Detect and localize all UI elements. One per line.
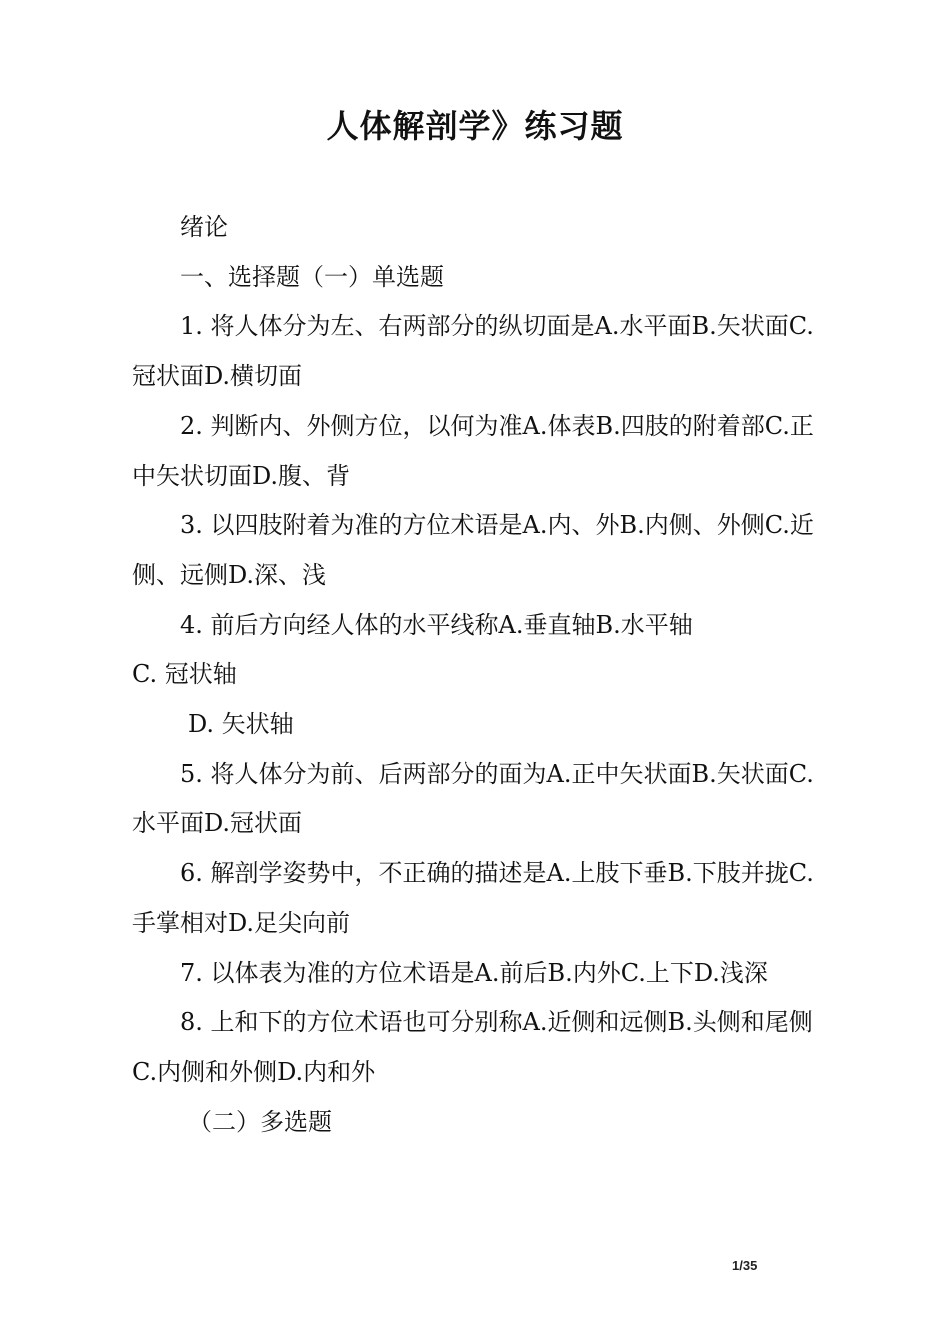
question-2: 2. 判断内、外侧方位，以何为准A.体表B.四肢的附着部C.正中矢状切面D.腹、背 — [132, 411, 814, 490]
question-type-subheading: （二）多选题 — [188, 1107, 332, 1136]
document-body — [132, 203, 822, 1147]
question-7: 7. 以体表为准的方位术语是A.前后B.内外C.上下D.浅深 — [180, 958, 768, 987]
question-8: 8. 上和下的方位术语也可分别称A.近侧和远侧B.头侧和尾侧C.内侧和外侧D.内和外 — [132, 1008, 813, 1086]
question-4: 4. 前后方向经人体的水平线称A.垂直轴B.水平轴 — [180, 610, 693, 639]
question-5: 5. 将人体分为前、后两部分的面为A.正中矢状面B.矢状面C.水平面D.冠状面 — [132, 759, 814, 838]
page-number: 1/35 — [732, 1258, 758, 1273]
question-1: 1. 将人体分为左、右两部分的纵切面是A.水平面B.矢状面C.冠状面D.横切面 — [132, 312, 814, 391]
section-title: 绪论 — [180, 213, 228, 241]
question-type-heading: 一、选择题（一）单选题 — [180, 262, 444, 291]
question-6: 6. 解剖学姿势中，不正确的描述是A.上肢下垂B.下肢并拢C.手掌相对D.足尖向前 — [132, 859, 814, 937]
document-title: 人体解剖学》练习题 — [326, 107, 624, 145]
question-3: 3. 以四肢附着为准的方位术语是A.内、外B.内侧、外侧C.近侧、远侧D.深、浅 — [132, 511, 814, 589]
question-4-option-c: C. 冠状轴 — [132, 660, 237, 689]
question-4-option-d: D. 矢状轴 — [188, 710, 294, 739]
